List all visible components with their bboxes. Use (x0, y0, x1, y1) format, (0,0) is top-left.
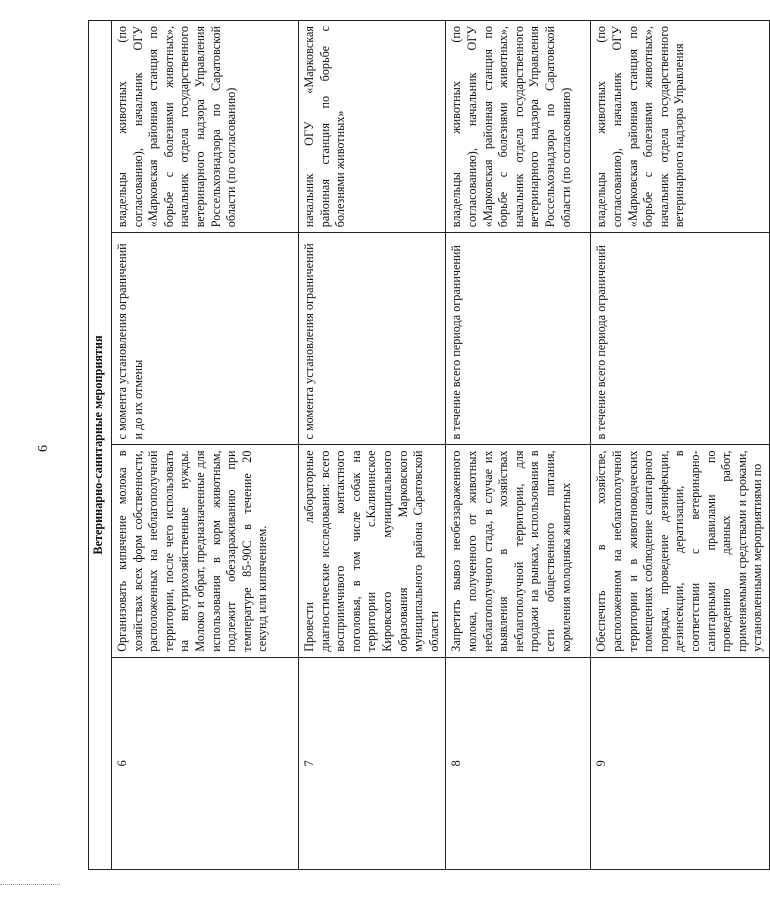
measures-table (88, 20, 770, 870)
term-cell: в течение всего периода ограничений (446, 233, 591, 445)
term-cell: в течение всего периода ограничений (591, 233, 770, 445)
responsible-cell: начальник ОГУ «Марковская районная станция по борьбе с болезнями животных» (299, 21, 446, 233)
row-number: 8 (446, 657, 591, 869)
table-row (112, 21, 299, 870)
term-cell: с момента установления ограничений (299, 233, 446, 445)
table-row (299, 21, 446, 870)
section-title: Ветеринарно-санитарные мероприятия (89, 21, 112, 870)
row-number: 6 (112, 657, 299, 869)
action-cell: Организовать кипячение молока в хозяйствах всех форм собственности, расположенных на неблагополучной территории, после чего использовать на внутрихозяйственные нужды. Молоко и обрат, предназначенные для использования в корм животным, подлежит обеззараживанию при температуре 85-90С в течение 20 секунд или кипячением. (112, 445, 299, 657)
responsible-cell: владельцы животных (по согласованию), начальник ОГУ «Марковская районная станция по борьбе с болезнями животных», начальник отдела государственного ветеринарного надзора Управления Россельхознадзора по Саратовской области (по согласованию) (446, 21, 591, 233)
responsible-cell: владельцы животных (по согласованию), начальник ОГУ «Марковская районная станция по борьбе с болезнями животных», начальник отдела государственного ветеринарного надзора Управления (591, 21, 770, 233)
scan-artifact (0, 880, 60, 885)
row-number: 9 (591, 657, 770, 869)
document-sheet (88, 20, 765, 870)
responsible-cell: владельцы животных (по согласованию), начальник ОГУ «Марковская районная станция по борьбе с болезнями животных», начальник отдела государственного ветеринарного надзора Управления Россельхознадзора по Саратовской области (по согласованию) (112, 21, 299, 233)
row-number: 7 (299, 657, 446, 869)
term-cell: с момента установления ограничений и до их отмены (112, 233, 299, 445)
table-row (446, 21, 591, 870)
section-header-row (89, 21, 112, 870)
table-row (591, 21, 770, 870)
action-cell: Обеспечить в хозяйстве, расположенном на неблагополучной территории и в животноводческих помещениях соблюдение санитарного порядка, проведение дезинфекции, дезинсекции, дератизации, в соответствии с ветеринарно-санитарными правилами по проведению данных работ, применяемыми средствами и сроками, установленными мероприятиями по (591, 445, 770, 657)
action-cell: Запретить вывоз необеззараженного молока, полученного от животных неблагополучного стада, в случае их выявления в хозяйствах неблагополучной территории, для продажи на рынках, использования в сети общественного питания, кормления молодняка животных (446, 445, 591, 657)
action-cell: Провести лабораторные диагностические исследования: всего восприимчивого контактного поголовья, в том числе собак на территории с.Калининское Кировского муниципального образования Марковского муниципального района Саратовской области (299, 445, 446, 657)
page-number: 6 (36, 445, 51, 452)
